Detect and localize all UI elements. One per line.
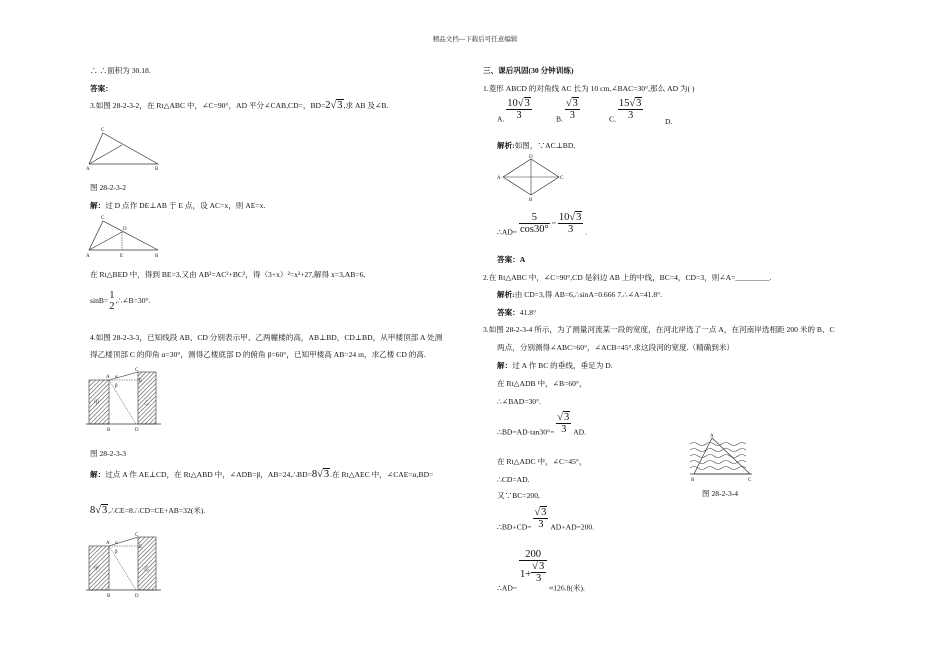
- r-q2-answer: 答案：41.8°: [497, 308, 537, 317]
- fig-caption-28-2-3-3: 图 28-2-3-3: [90, 449, 127, 458]
- fig-caption-28-2-3-2: 图 28-2-3-2: [90, 183, 127, 192]
- fig-caption-28-2-3-4: 图 28-2-3-4: [702, 489, 739, 498]
- option-d: D.: [665, 117, 673, 126]
- building-figure-2: [86, 532, 166, 600]
- r-q3-stem1: 3.如图 28-2-3-4 所示，为了测量河流某一段的宽度，在河北岸选了一点 A，在河南岸选相距 200 米的 B、C: [483, 325, 835, 334]
- q3-line2: 在 Rt△BED 中，得到 BE=3,又由 AB²=AC²+BC²，得（3+x）²=x²+27,解得 x=3,AB=6,: [90, 270, 366, 279]
- ad-formula: ∴AD= $\frac{5}{\cos 30^\circ}$ = $\frac{10√3}{3}$ .: [497, 212, 588, 237]
- sum-formula: ∴BD+CD= $\frac{√3}{3}$ AD+AD=200.: [497, 507, 595, 532]
- q3-solution: 解：过 D 点作 DE⊥AB 于 E 点，设 AC=x，则 AE=x.: [90, 201, 266, 210]
- q4-line1: 4.如图 28-2-3-3，已知线段 AB、CD 分别表示甲、乙两幢楼的高，AB⊥BD，CD⊥BD，从甲楼顶部 A 处测: [90, 333, 443, 342]
- tri2-label-d: D: [123, 227, 127, 232]
- q4-solution-line2: 8√3,∴CE=8.∴CD=CE+AB=32(米).: [90, 505, 206, 516]
- bd-formula: ∴BD=AD·tan30°= $\frac{√3}{3}$ AD.: [497, 412, 587, 437]
- answer-label: 答案：: [90, 84, 113, 93]
- tri2-label-a: A: [86, 254, 90, 259]
- r-q3-l3: 在 Rt△ADC 中，∠C=45°，: [497, 457, 587, 466]
- rh-label-a: A: [497, 176, 501, 181]
- r-q1-stem: 1.菱形 ABCD 的对角线 AC 长为 10 cm,∠BAC=30°,那么 AD 为( ): [483, 84, 695, 93]
- bld2-label-e: E: [139, 545, 143, 550]
- q3-stem: 3.如图 28-2-3-2，在 Rt△ABC 中，∠C=90°，AD 平分∠CAB,CD=，BD=2√3,求 AB 及∠B.: [90, 100, 389, 111]
- sin-formula: sinB= 1 2 ,∴∠B=30°.: [90, 290, 151, 313]
- tri2-label-b: B: [155, 254, 159, 259]
- river-figure: [688, 432, 754, 484]
- triangle-figure-2: [86, 214, 166, 260]
- rh-label-c: C: [560, 176, 564, 181]
- bld-label-b: B: [107, 428, 111, 433]
- bld2-label-a: A: [106, 541, 110, 546]
- rhombus-figure: [497, 155, 565, 201]
- ad-final-formula: ∴AD= 200 1+ $\frac{√3}{3}$ ≈126.8(米).: [497, 549, 585, 593]
- bld2-label-yi: 乙: [144, 567, 150, 572]
- bld-label-alpha: α: [115, 375, 118, 380]
- r-q3-solution: 解：过 A 作 BC 的垂线，垂足为 D.: [497, 361, 613, 370]
- tri-label-a: A: [86, 167, 90, 172]
- building-figure-1: [86, 368, 166, 434]
- r-q3-l4: ∴CD=AD.: [497, 475, 530, 484]
- r-q3-l2: ∴∠BAD=30°.: [497, 397, 542, 406]
- area-line: ∴ ∴面积为 30.18.: [90, 66, 151, 75]
- bld2-label-alpha: α: [115, 541, 118, 546]
- r-q2-stem: 2.在 Rt△ABC 中，∠C=90°,CD 是斜边 AB 上的中线，BC=4，CD=3，则∠A=_________.: [483, 273, 772, 282]
- r-q3-l1: 在 Rt△ADB 中，∠B=60°，: [497, 379, 587, 388]
- option-a: A. $\frac{10√3}{3}$: [497, 98, 530, 124]
- rh-label-d: D: [529, 155, 533, 160]
- r-q3-l5: 又∵BC=200,: [497, 491, 540, 500]
- bld2-label-beta: β: [115, 550, 118, 555]
- bld-label-beta: β: [115, 384, 118, 389]
- page-header: 精品文档---下载后可任意编辑: [432, 36, 518, 43]
- bld2-label-b: B: [107, 594, 111, 599]
- q4-line2: 得乙楼顶部 C 的仰角 α=30°，测得乙楼底部 D 的俯角 β=60°，已知甲楼高 AB=24 m，求乙楼 CD 的高.: [90, 350, 426, 359]
- tri-label-c: C: [101, 128, 105, 133]
- option-c: C. $\frac{15√3}{3}$: [609, 98, 642, 124]
- river-label-a: A: [710, 434, 714, 439]
- r-q2-analysis: 解析:由 CD=3,得 AB=6,∴sinA=0.666 7.∴∠A=41.8°.: [497, 290, 663, 299]
- bld2-label-c: C: [135, 533, 139, 538]
- tri-label-b: B: [155, 167, 159, 172]
- river-label-b: B: [691, 478, 695, 483]
- bld2-label-jia: 甲: [94, 567, 100, 572]
- r-q1-analysis: 解析:如图，∵AC⊥BD,: [497, 141, 576, 150]
- bld-label-c: C: [135, 368, 139, 373]
- bld-label-jia: 甲: [94, 401, 100, 406]
- river-label-c: C: [748, 478, 752, 483]
- bld-label-a: A: [106, 375, 110, 380]
- bld-label-e: E: [139, 379, 143, 384]
- r-q1-answer: 答案：A: [497, 255, 526, 264]
- bld-label-d: D: [135, 428, 139, 433]
- section-title: 三、课后巩固(30 分钟训练): [483, 66, 574, 75]
- option-b: B. $\frac{√3}{3}$: [556, 98, 578, 124]
- r-q3-stem2: 两点，分别测得∠ABC=60°，∠ACB=45°.求这段河的宽度.（精确到米）: [497, 343, 735, 352]
- bld-label-yi: 乙: [144, 401, 150, 406]
- q4-solution-line1: 解：过点 A 作 AE⊥CD，在 Rt△ABD 中，∠ADB=β，AB=24,∴BD=8√3.在 Rt△AEC 中，∠CAE=α,BD=: [90, 469, 434, 480]
- tri2-label-e: E: [120, 254, 124, 259]
- bld2-label-d: D: [135, 594, 139, 599]
- rh-label-b: B: [529, 198, 533, 203]
- triangle-figure-1: [86, 124, 166, 172]
- tri2-label-c: C: [101, 216, 105, 221]
